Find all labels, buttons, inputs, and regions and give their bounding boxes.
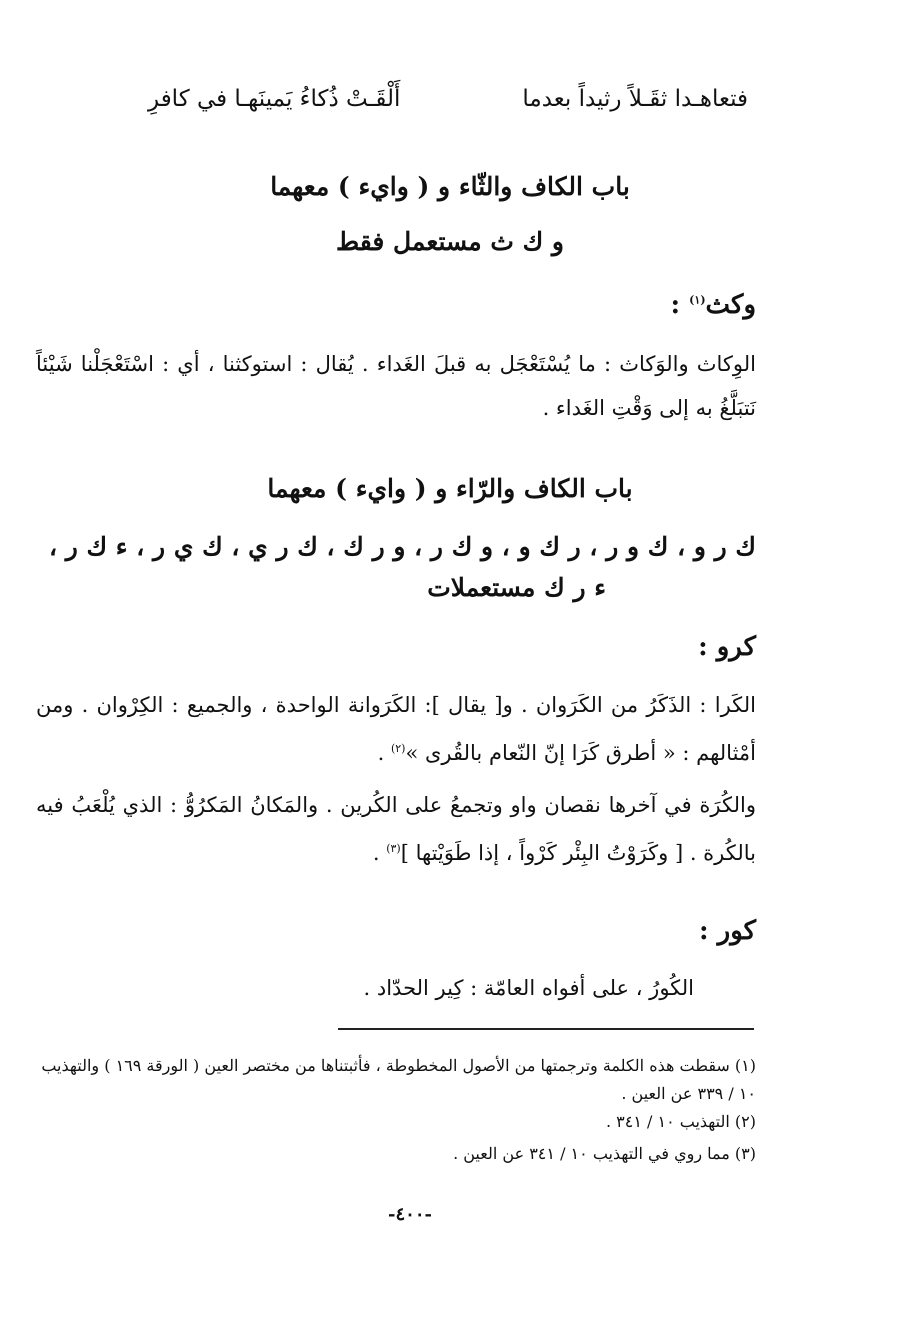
page-number: -٤٠٠-	[388, 1204, 432, 1225]
chapter-title-kaf-ra: باب الكاف والرّاء و ( وايء ) معهما	[267, 474, 633, 503]
footnote-1: (١) سقطت هذه الكلمة وترجمتها من الأصول المخطوطة ، فأثبتناها من مختصر العين ( الورقة ١٦٩ ) والتهذيب ١٠ / ٣٣٩ عن العين .	[41, 1056, 756, 1103]
entry-text-karw-2-body: والكُرَة في آخرها نقصان واو وتجمعُ على الكُرين . والمَكانُ المَكرُوُّ : الذي يُلْعَبُ فيه بالكُرة . [ وكَرَوْتُ البِئْر كَرْواً ، إذا طَوَيْتها ]	[36, 793, 756, 865]
entry-text-karw-1-end: .	[377, 741, 391, 765]
footnote-marker-2[interactable]: (٢)	[390, 742, 406, 755]
entry-head-wakth-colon: :	[670, 290, 681, 320]
footnote-2: (٢) التهذيب ١٠ / ٣٤١ .	[605, 1112, 756, 1131]
entry-text-karw-2	[36, 783, 756, 875]
entry-text-karw-1-body: الكَرا : الذَكَرُ من الكَرَوان . و[ يقال ]: الكَرَوانة الواحدة ، والجميع : الكِرْوان . ومن أمْثالهم : « أطرق كَرَا إنّ النّعام بالقُرى »	[36, 693, 756, 765]
root-list-line-1: ك ر و ، ك و ر ، ر ك و ، و ك ر ، و ر ك ، ك ر ي ، ك ي ر ، ء ك ر ،	[48, 532, 756, 561]
entry-head-wakth	[671, 290, 757, 320]
entry-head-kawr: كور :	[698, 916, 756, 946]
footnote-marker-1[interactable]: (١)	[689, 293, 706, 307]
entry-text-kawr: الكُورُ ، على أفواه العامّة : كِير الحدّاد .	[363, 976, 694, 1000]
root-list-line-2: ء ر ك مستعملات	[427, 573, 606, 602]
chapter-title-kaf-tha: باب الكاف والثّاء و ( وايء ) معهما	[270, 172, 630, 201]
entry-head-karw: كرو :	[698, 632, 756, 662]
entry-head-wakth-word: وكث	[705, 290, 756, 320]
entry-text-karw-1	[36, 683, 756, 775]
verse-first-hemistich: فتعاهـدا ثقَـلاً رثيداً بعدما	[522, 86, 748, 112]
footnote-separator	[338, 1028, 754, 1030]
verse-second-hemistich: أَلْقَـتْ ذُكاءُ يَمينَهـا في كافرِ	[148, 86, 401, 112]
entry-text-karw-2-end: .	[372, 841, 387, 865]
footnote-marker-3[interactable]: (٣)	[386, 842, 401, 855]
entry-text-wakth: الوِكاث والوَكاث : ما يُسْتَعْجَل به قبلَ الغَداء . يُقال : استوكثنا ، أي : اسْتَعْجَلْنا شَيْئاً نَتبَلَّغُ به إلى وَقْتِ الغَداء .	[36, 352, 756, 420]
chapter-subtitle-kaf-tha: و ك ث مستعمل فقط	[335, 227, 565, 256]
poetry-verse	[148, 86, 748, 120]
footnote-3: (٣) مما روي في التهذيب ١٠ / ٣٤١ عن العين .	[453, 1144, 756, 1163]
